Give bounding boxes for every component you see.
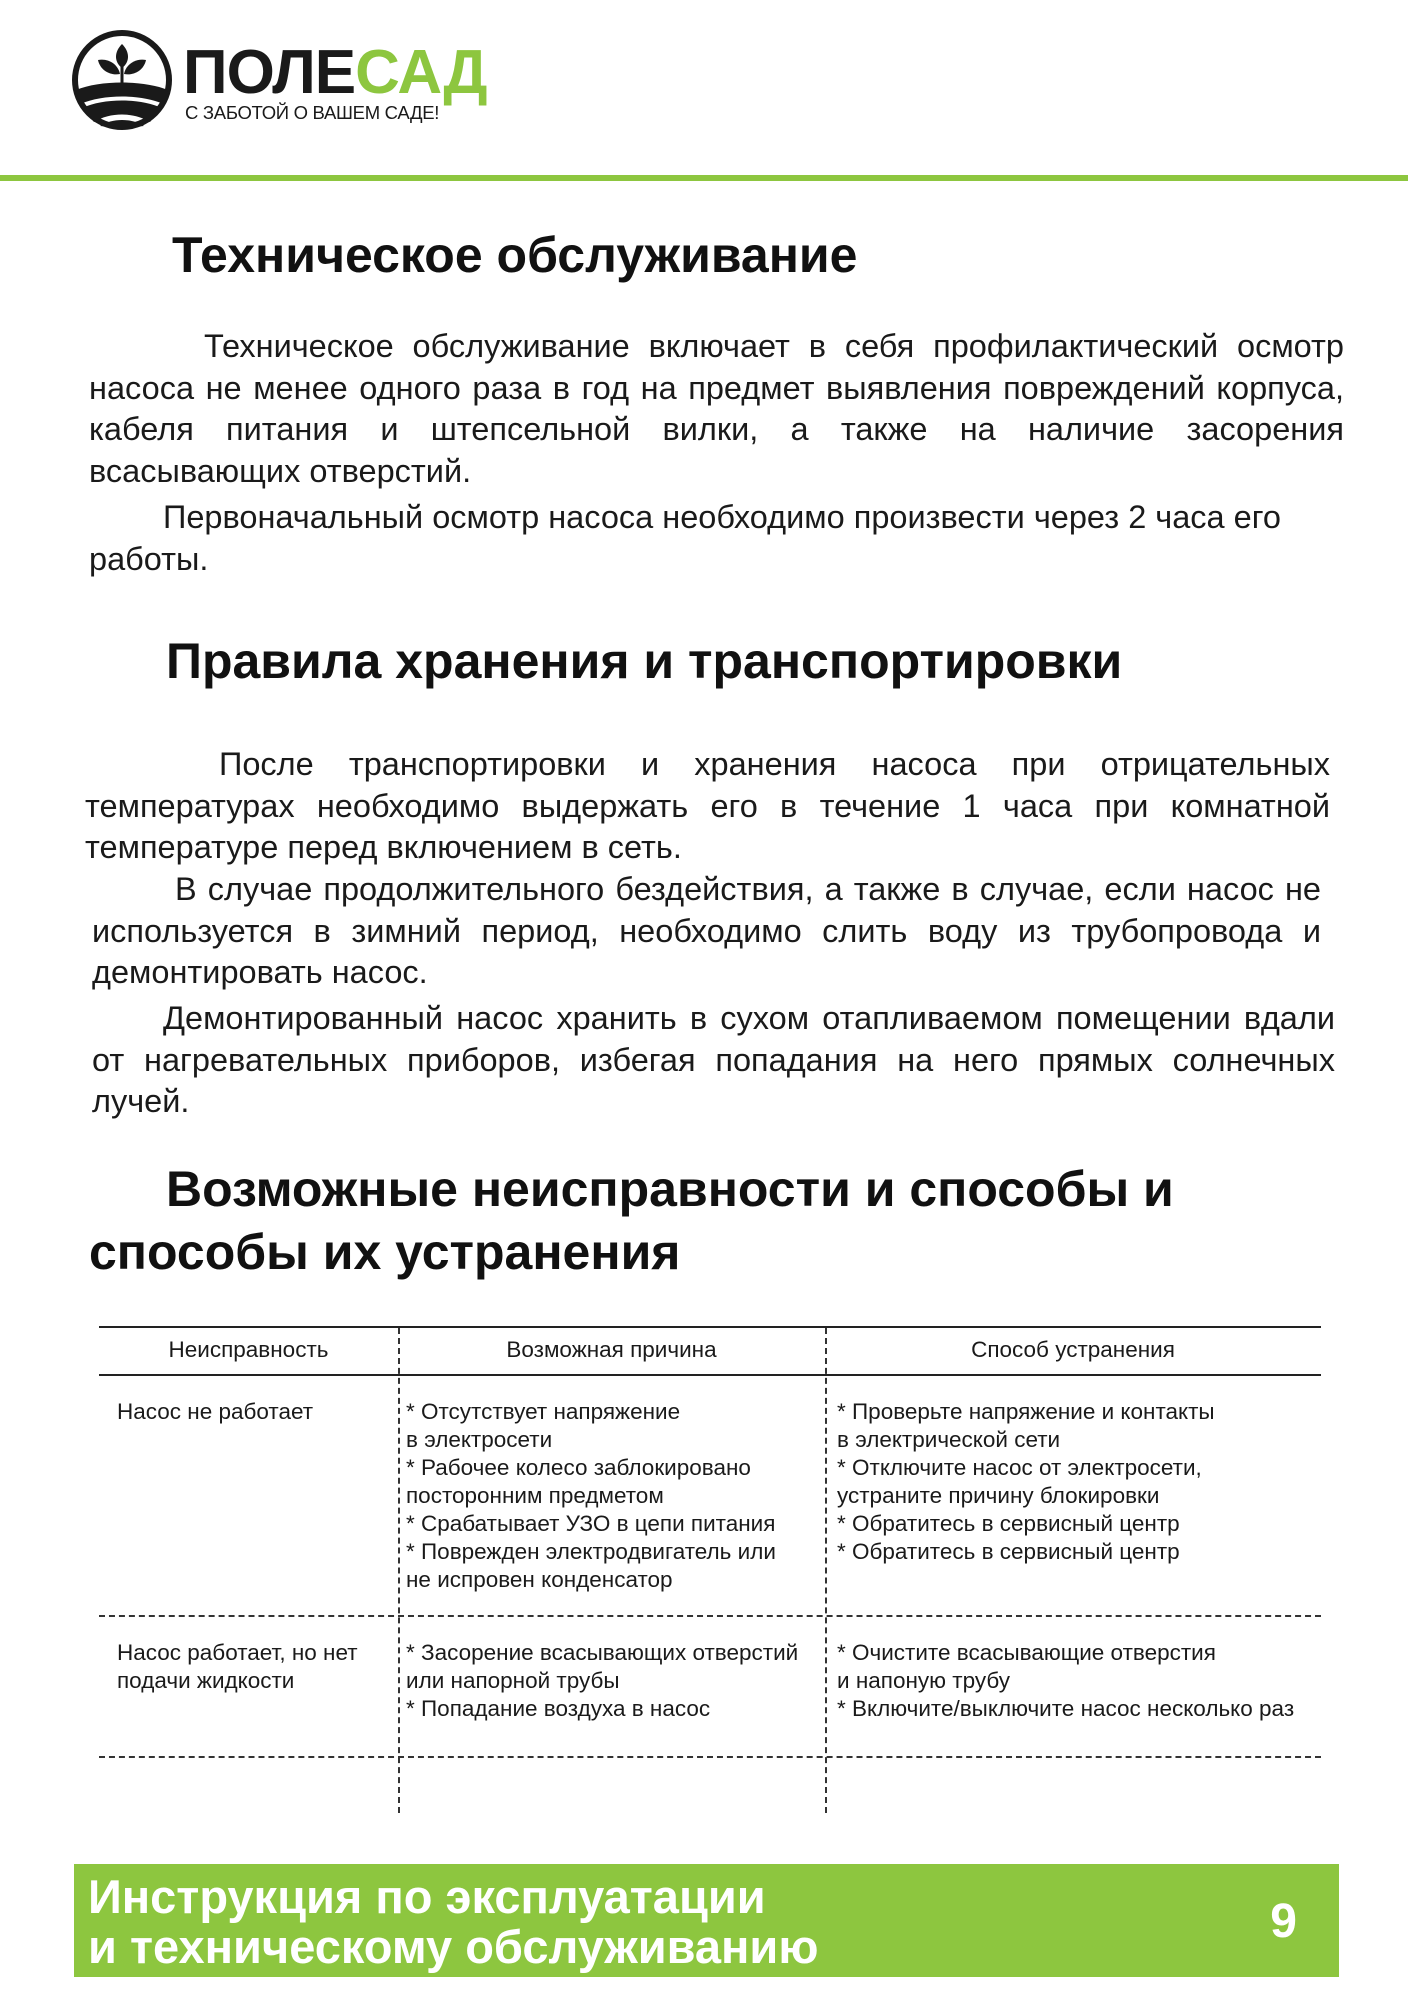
- column-divider: [398, 1328, 400, 1813]
- section-title-faults-line2: способы их устранения: [89, 1224, 681, 1280]
- cell-line: * Включите/выключите насос несколько раз: [837, 1696, 1295, 1721]
- cell-line: не испровен конденсатор: [406, 1567, 673, 1592]
- cell-line: * Проверьте напряжение и контакты: [837, 1399, 1215, 1424]
- brand-part-dark: ПОЛЕ: [183, 38, 356, 107]
- table-row-1-cause: [406, 1398, 776, 1594]
- column-divider: [825, 1328, 827, 1813]
- cell-line: * Отключите насос от электросети,: [837, 1455, 1202, 1480]
- storage-paragraph-2: В случае продолжительного бездействия, а также в случае, если насос не используется в зимний период, необходимо слить воду из трубопровода и демонтировать насос.: [92, 871, 1321, 991]
- footer-title: [88, 1872, 818, 1972]
- table-row-2-cause: [406, 1639, 798, 1723]
- cell-line: посторонним предметом: [406, 1483, 664, 1508]
- storage-paragraph-1: После транспортировки и хранения насоса при отрицательных температурах необходимо выдержать его в течение 1 часа при комнатной температуре перед включением в сеть.: [85, 746, 1330, 866]
- table-row-1-fault: [117, 1398, 313, 1426]
- section-title-storage: Правила хранения и транспортировки: [166, 633, 1123, 689]
- maintenance-paragraph-1: Техническое обслуживание включает в себя профилактический осмотр насоса не менее одного раза в год на предмет выявления повреждений корпуса, кабеля питания и штепсельной вилки, а также на наличие засорения всасывающих отверстий.: [89, 328, 1344, 490]
- table-header-fault: Неисправность: [168, 1337, 329, 1362]
- cell-line: подачи жидкости: [117, 1668, 295, 1693]
- footer-title-line1: Инструкция по эксплуатации: [88, 1870, 766, 1923]
- cell-line: в электрической сети: [837, 1427, 1061, 1452]
- row-divider: [99, 1615, 1321, 1617]
- cell-line: устраните причину блокировки: [837, 1483, 1160, 1508]
- logo: [70, 28, 174, 132]
- row-divider: [99, 1756, 1321, 1758]
- cell-line: * Попадание воздуха в насос: [406, 1696, 711, 1721]
- storage-paragraph-3: Демонтированный насос хранить в сухом отапливаемом помещении вдали от нагревательных приборов, избегая попадания на него прямых солнечных лучей.: [92, 1000, 1335, 1120]
- cell-line: в электросети: [406, 1427, 553, 1452]
- table-header-cause: Возможная причина: [506, 1337, 717, 1362]
- cell-line: * Очистите всасывающие отверстия: [837, 1640, 1216, 1665]
- table-header-fix: Способ устранения: [971, 1337, 1175, 1362]
- table-row-1-fix: [837, 1398, 1215, 1566]
- cell-line: Насос не работает: [117, 1399, 314, 1424]
- section-title-faults-line1: Возможные неисправности и способы и: [166, 1161, 1174, 1217]
- cell-line: * Срабатывает УЗО в цепи питания: [406, 1511, 776, 1536]
- cell-line: * Засорение всасывающих отверстий: [406, 1640, 799, 1665]
- brand-part-green: САД: [355, 38, 487, 107]
- footer-banner: [74, 1864, 1339, 1977]
- footer-title-line2: и техническому обслуживанию: [88, 1920, 819, 1973]
- logo-emblem-icon: [70, 28, 174, 132]
- brand-tagline: С ЗАБОТОЙ О ВАШЕМ САДЕ!: [185, 102, 440, 123]
- cell-line: * Обратитесь в сервисный центр: [837, 1511, 1180, 1536]
- header-divider: [0, 175, 1408, 181]
- cell-line: * Поврежден электродвигатель или: [406, 1539, 776, 1564]
- cell-line: * Рабочее колесо заблокировано: [406, 1455, 751, 1480]
- table-row-2-fix: [837, 1639, 1294, 1723]
- brand-name: [183, 38, 487, 107]
- section-title-maintenance: Техническое обслуживание: [172, 227, 858, 283]
- cell-line: и напоную трубу: [837, 1668, 1010, 1693]
- cell-line: Насос работает, но нет: [117, 1640, 358, 1665]
- page-number: 9: [1270, 1895, 1297, 1948]
- cell-line: или напорной трубы: [406, 1668, 620, 1693]
- cell-line: * Обратитесь в сервисный центр: [837, 1539, 1180, 1564]
- table-row-2-fault: [117, 1639, 358, 1695]
- maintenance-paragraph-2: Первоначальный осмотр насоса необходимо произвести через 2 часа его работы.: [89, 499, 1281, 577]
- cell-line: * Отсутствует напряжение: [406, 1399, 681, 1424]
